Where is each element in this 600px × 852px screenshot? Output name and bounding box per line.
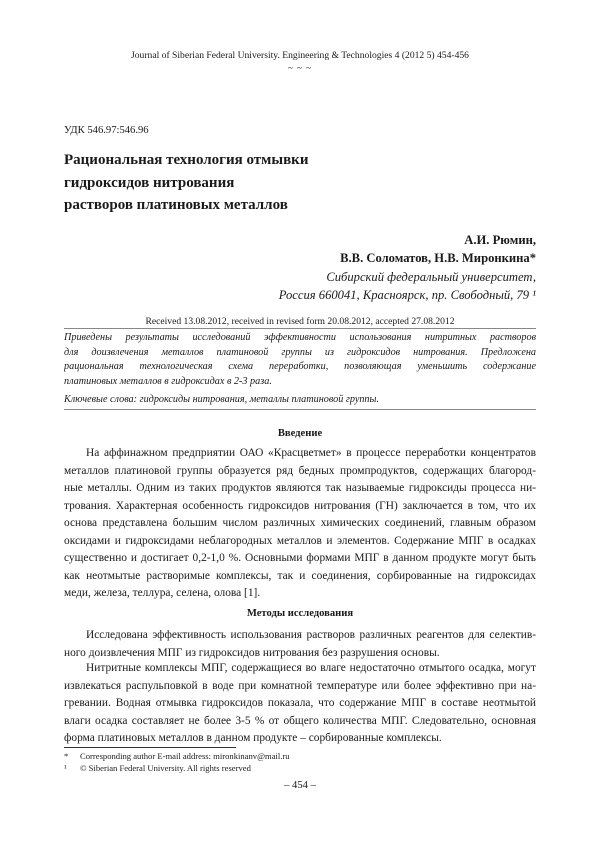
abstract-line: для доизвлечения металлов платиновой группы из гидроксидов нитрования. Предложена xyxy=(64,346,536,358)
received-dates: Received 13.08.2012, received in revised form 20.08.2012, accepted 27.08.2012 xyxy=(145,316,455,327)
text-line: оксидами и гидроксидами неблагородных металлов и элементов. Содержание МПГ в осадках xyxy=(64,534,536,547)
text-line: гревании. Водная отмывка гидроксидов показала, что содержание МПГ в составе неотмытой xyxy=(64,697,536,709)
udk-code: УДК 546.97:546.96 xyxy=(64,125,149,136)
text-line: На аффинажном предприятии ОАО «Красцветмет» в процессе переработки концентратов xyxy=(86,447,536,459)
methods-paragraph-2 xyxy=(64,660,536,748)
text-line: влаги осадка составляет не более 3-5 % от общего количества МПГ. Следовательно, основная xyxy=(64,714,536,727)
text-line: металлов платиновой группы образуется ряд бедных промпродуктов, содержащих благород- xyxy=(64,464,536,477)
text-line: меди, железа, теллура, селена, олова [1]. xyxy=(64,587,261,599)
author-block xyxy=(116,231,536,305)
abstract xyxy=(64,331,536,389)
text-line: форма платиновых металлов в данном продукте – сорбированные комплексы. xyxy=(64,732,442,744)
footnote-mark: * xyxy=(64,751,69,761)
text-line: как неотмытые растворимые комплексы, так и соединения, сорбированные на гидроксидах xyxy=(64,569,536,582)
text-line: извлекаться распульповкой в воде при комнатной температуре или более эффективно при на- xyxy=(64,679,536,692)
intro-heading: Введение xyxy=(277,428,323,439)
abstract-bottom-rule xyxy=(64,409,536,410)
text-line: Исследована эффективность использования растворов различных реагентов для селектив- xyxy=(86,629,536,641)
footnote-text: © Siberian Federal University. All rights reserved xyxy=(80,763,251,773)
methods-heading: Методы исследования xyxy=(246,608,354,619)
footnote-text: Corresponding author E-mail address: mironkinanv@mail.ru xyxy=(80,751,290,761)
footnote-rule xyxy=(64,747,236,748)
footnote-copyright xyxy=(64,763,251,774)
page-number: – 454 – xyxy=(284,780,316,791)
affiliation-line: Россия 660041, Красноярск, пр. Свободный, 79 ¹ xyxy=(278,288,536,303)
journal-header: Journal of Siberian Federal University. Engineering & Technologies 4 (2012 5) 454-456 xyxy=(131,50,469,61)
keywords: Ключевые слова: гидроксиды нитрования, металлы платиновой группы. xyxy=(64,394,379,405)
text-line: Нитритные комплексы МПГ, содержащиеся во влаге недостаточно отмытого осадка, могут xyxy=(86,662,536,674)
paper-title xyxy=(64,149,484,217)
title-line: растворов платиновых металлов xyxy=(64,197,288,213)
affiliation-line: Сибирский федеральный университет, xyxy=(326,269,536,284)
intro-paragraph xyxy=(64,445,536,603)
footnote-corresponding xyxy=(64,751,290,762)
abstract-line: платиновых металлов в гидроксидах в 2-3 раза. xyxy=(64,375,272,387)
text-line: ные металлы. Одним из таких продуктов являются так называемые гидроксиды процесса ни- xyxy=(64,482,536,494)
text-line: основа представлена большим числом различных химических соединений, главным образом xyxy=(64,517,536,529)
abstract-line: рациональная технологическая схема переработки, позволяющая уменьшить содержание xyxy=(64,361,536,373)
methods-paragraph-1 xyxy=(64,627,536,662)
title-line: Рациональная технология отмывки xyxy=(64,152,309,168)
footnote-mark: ¹ xyxy=(64,763,67,773)
abstract-top-rule xyxy=(64,328,536,329)
title-line: гидроксидов нитрования xyxy=(64,174,235,191)
text-line: ного доизвлечения МПГ из гидроксидов нитрования без разрушения основы. xyxy=(64,646,440,659)
header-separator: ~ ~ ~ xyxy=(287,63,313,73)
abstract-line: Приведены результаты исследований эффективности использования нитритных растворов xyxy=(64,332,536,343)
text-line: существенно и достигает 0,2-1,0 %. Основными формами МПГ в данном продукте могут быть xyxy=(64,552,536,564)
text-line: трования. Характерная особенность гидроксидов нитрования (ГН) заключается в том, что их xyxy=(64,499,536,512)
author-line: В.В. Соломатов, Н.В. Миронкина* xyxy=(340,251,536,266)
author-line: А.И. Рюмин, xyxy=(464,233,536,247)
